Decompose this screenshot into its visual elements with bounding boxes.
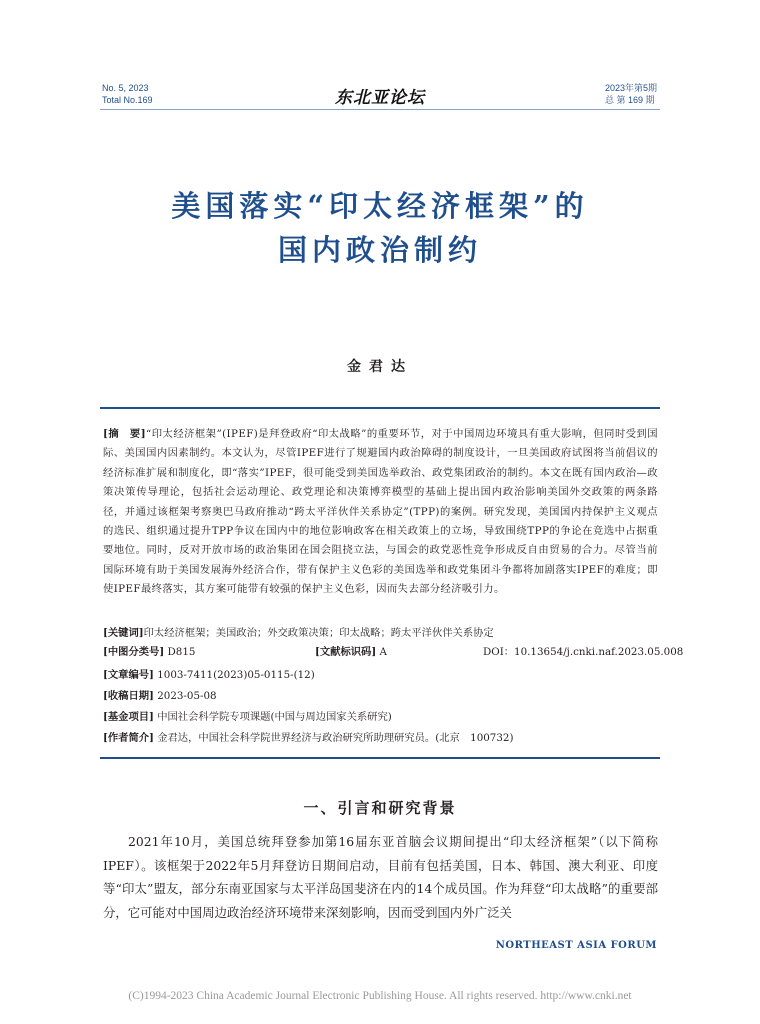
title-line-1: 美国落实“印太经济框架”的 [171, 189, 589, 223]
copyright-watermark: (C)1994-2023 China Academic Journal Electronic Publishing House. All rights reserved. http://www.cnki.net [128, 990, 632, 1002]
doccode: A [379, 646, 387, 658]
issue-number-cn: 2023年第5期 [604, 83, 657, 93]
classification-row [103, 643, 684, 661]
abstract-text: “印太经济框架”(IPEF)是拜登政府“印太战略”的重要环节，对于中国周边环境具有重大影响，但同时受到国际、美国国内因素制约。本文认为，尽管IPEF进行了规避国内政治障碍的制度设计，一旦美国政府试图将当前倡议的经济标准扩展和制度化，即“落实”IPEF，很可能受到美国选举政治、政党集团政治的制约。本文在既有国内政治—政策决策传导理论，包括社会运动理论、政党理论和决策博弈模型的基础上提出国内政治影响美国外交政策的两条路径，并通过该框架考察奥巴马政府推动“跨太平洋伙伴关系协定”(TPP)的案例。研究发现，美国国内持保护主义观点的选民、组织通过提升TPP争议在国内中的地位影响政客在相关政策上的立场，导致围绕TPP的争论在竞选中占据重要地位。同时，反对开放市场的政治集团在国会阻挠立法，与国会的政党恶性竞争形成反自由贸易的合力。尽管当前国际环境有助于美国发展海外经济合作，带有保护主义色彩的美国选举和政党集团斗争都将加剧落实IPEF的难度；即使IPEF最终落实，其方案可能带有较强的保护主义色彩，因而失去部分经济吸引力。 [103, 428, 659, 596]
total-number-en: Total No.169 [102, 95, 153, 105]
keywords: 印太经济框架；美国政治；外交政策决策；印太战略；跨太平洋伙伴关系协定 [143, 627, 494, 639]
article-number-row [103, 666, 658, 684]
title-line-2: 国内政治制约 [277, 233, 482, 267]
author-bio-tag: [作者简介] [103, 732, 154, 744]
received-date-row [103, 687, 658, 705]
article-number: 1003-7411(2023)05-0115-(12) [157, 669, 315, 681]
received-tag: [收稿日期] [103, 690, 154, 702]
issue-number-en: No. 5, 2023 [102, 83, 149, 93]
section-heading: 一、引言和研究背景 [303, 799, 457, 817]
abstract-bottom-rule [100, 757, 660, 759]
abstract-tag: [摘 要] [103, 428, 146, 440]
total-number-cn: 总 第 169 期 [604, 95, 655, 105]
article-number-tag: [文章编号] [103, 669, 154, 681]
author-name: 金君达 [347, 359, 413, 375]
fund-row [103, 708, 658, 726]
doccode-tag: [文献标识码] [315, 646, 377, 658]
keywords-tag: [关键词] [103, 627, 144, 639]
journal-name-en: NORTHEAST ASIA FORUM [495, 940, 657, 951]
clc-code: D815 [167, 646, 196, 658]
header-issue-cn [605, 82, 657, 106]
article-title [0, 184, 760, 272]
header-divider [100, 109, 660, 110]
abstract [103, 425, 658, 600]
author-bio-row [103, 729, 658, 747]
journal-name: 东北亚论坛 [335, 88, 425, 108]
author-bio: 金君达，中国社会科学院世界经济与政治研究所助理研究员。(北京 100732) [157, 732, 514, 744]
fund-tag: [基金项目] [103, 711, 154, 723]
clc-tag: [中图分类号] [103, 646, 165, 658]
body-paragraph: 2021年10月，美国总统拜登参加第16届东亚首脑会议期间提出“印太经济框架”（以下简称IPEF）。该框架于2022年5月拜登访日期间启动，目前有包括美国，日本、韩国、澳大利亚、印度等“印太”盟友，部分东南亚国家与太平洋岛国斐济在内的14个成员国。作为拜登“印太战略”的重要部分，它可能对中国周边政治经济环境带来深刻影响，因而受到国内外广泛关 [103, 834, 658, 920]
doi: DOI：10.13654/j.cnki.naf.2023.05.008 [483, 646, 684, 658]
fund-project: 中国社会科学院专项课题(中国与周边国家关系研究) [157, 711, 392, 723]
received-date: 2023-05-08 [157, 690, 217, 702]
abstract-top-rule [100, 407, 660, 409]
keywords-row [103, 624, 658, 642]
